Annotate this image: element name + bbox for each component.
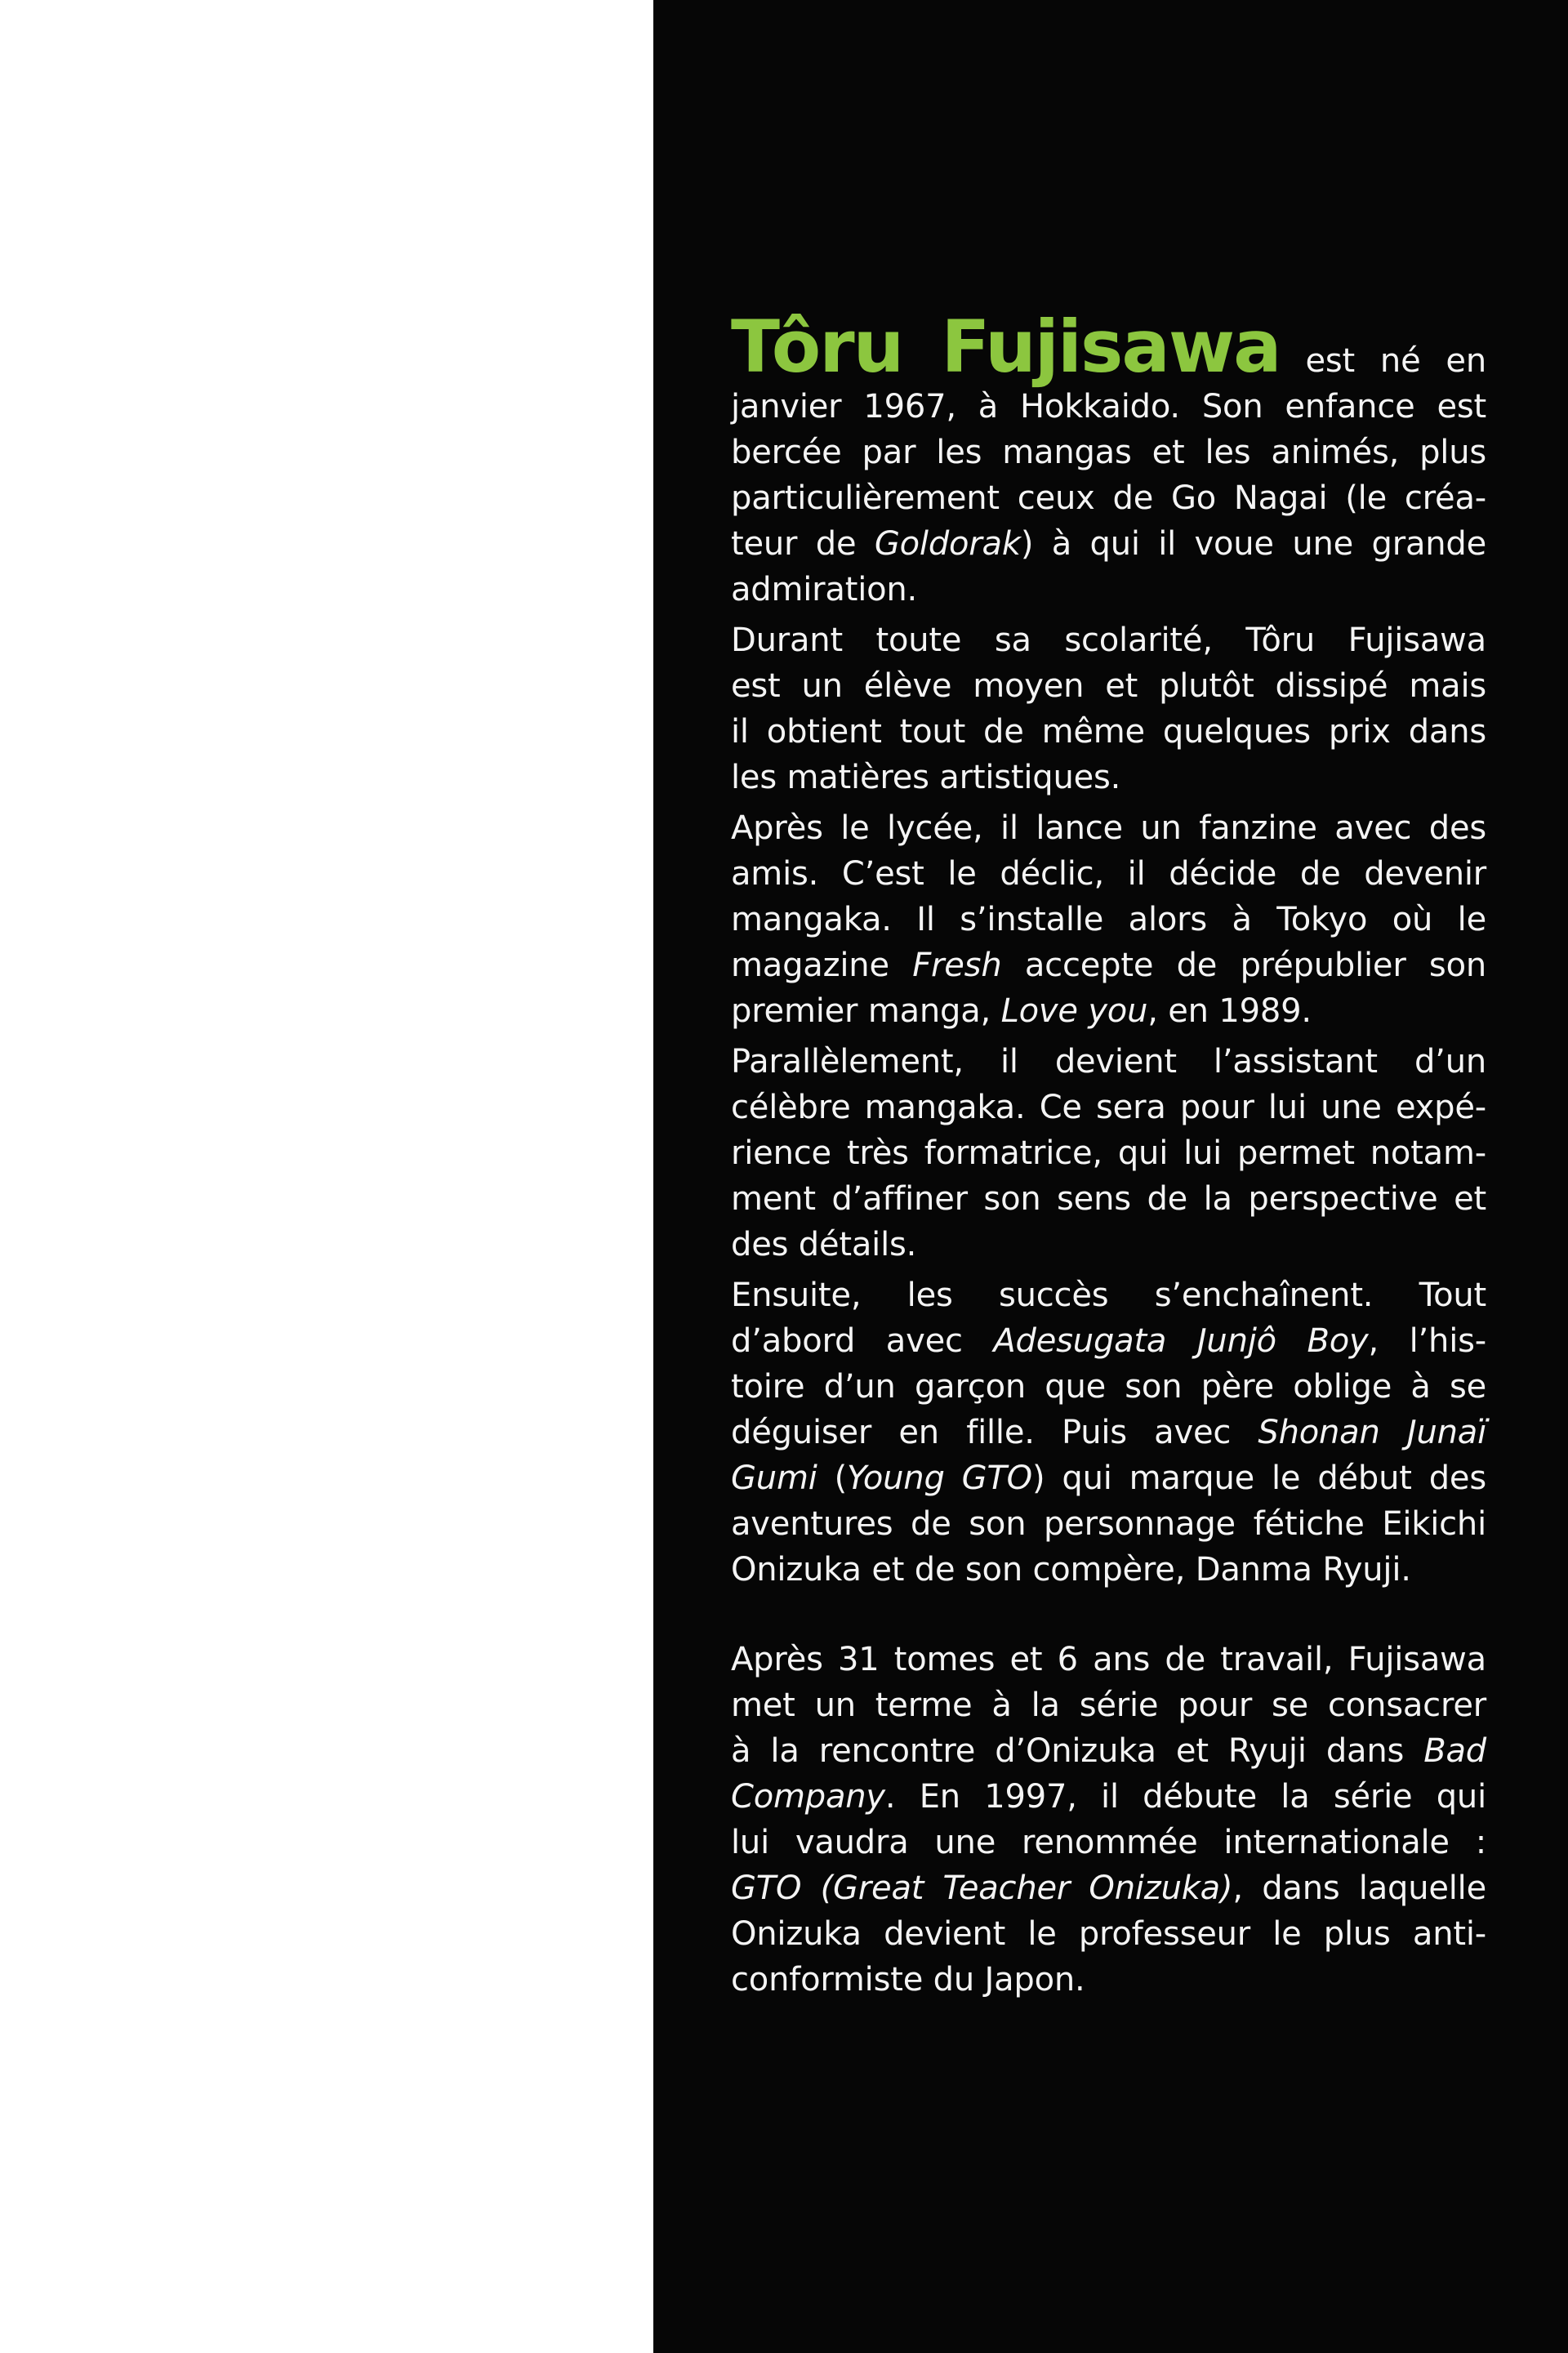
text-line (731, 1039, 1486, 1085)
text-segment: les matières artistiques. (731, 759, 1121, 796)
text-line (731, 1547, 1486, 1593)
text-line (731, 1130, 1486, 1176)
text-segment: magazine (731, 947, 913, 984)
text-line (731, 1272, 1486, 1318)
text-segment: Ensuite, les succès s’enchaînent. Tout (731, 1277, 1486, 1314)
text-segment: , l’his- (1368, 1322, 1486, 1360)
text-line (731, 1865, 1486, 1911)
text-segment: Durant toute sa scolarité, Tôru Fujisawa (731, 622, 1486, 659)
text-segment: mangaka. Il s’installe alors à Tokyo où le (731, 901, 1486, 938)
italic-work-title: Adesugata Junjô Boy (993, 1322, 1369, 1360)
bio-paragraph (731, 1039, 1486, 1268)
italic-work-title: Gumi (731, 1459, 817, 1497)
text-line (731, 805, 1486, 851)
text-line (731, 305, 1486, 389)
text-segment: conformiste du Japon. (731, 1961, 1085, 1999)
text-line (731, 1318, 1486, 1364)
text-line (731, 1455, 1486, 1501)
text-line (731, 1637, 1486, 1682)
italic-work-title: Fresh (912, 947, 1002, 984)
text-segment: , dans laquelle (1232, 1869, 1486, 1907)
italic-work-title: Bad (1423, 1732, 1486, 1770)
text-segment: est né en (1280, 342, 1486, 380)
text-segment: aventures de son personnage fétiche Eikichi (731, 1505, 1486, 1543)
text-segment: met un terme à la série pour se consacrer (731, 1687, 1486, 1724)
text-line (731, 1501, 1486, 1547)
text-segment: déguiser en fille. Puis avec (731, 1414, 1258, 1451)
text-segment: , en 1989. (1147, 992, 1312, 1030)
page-left-margin (0, 0, 653, 2353)
text-line (731, 988, 1486, 1034)
text-line (731, 567, 1486, 613)
text-line (731, 1820, 1486, 1865)
text-segment: Onizuka devient le professeur le plus anti- (731, 1915, 1486, 1953)
text-line (731, 1728, 1486, 1774)
text-line (731, 1911, 1486, 1957)
text-segment: rience très formatrice, qui lui permet notam- (731, 1134, 1486, 1172)
text-line (731, 755, 1486, 800)
text-segment: janvier 1967, à Hokkaido. Son enfance est (731, 388, 1486, 426)
text-line (731, 1957, 1486, 2003)
text-segment: ) qui marque le début des (1031, 1459, 1486, 1497)
text-line (731, 430, 1486, 475)
text-segment: premier manga, (731, 992, 1001, 1030)
bio-paragraph (731, 1272, 1486, 1593)
bio-paragraph (731, 805, 1486, 1034)
text-segment: célèbre mangaka. Ce sera pour lui une expé- (731, 1089, 1486, 1126)
text-line (731, 943, 1486, 988)
text-segment: ) à qui il voue une grande (1020, 525, 1487, 563)
text-segment: particulièrement ceux de Go Nagai (le créa- (731, 479, 1486, 517)
text-line (731, 663, 1486, 709)
text-segment: bercée par les mangas et les animés, plus (731, 434, 1486, 471)
bio-text-block (731, 305, 1487, 2003)
author-name-title: Tôru Fujisawa (731, 305, 1281, 389)
text-segment: à la rencontre d’Onizuka et Ryuji dans (731, 1732, 1424, 1770)
text-segment: Après le lycée, il lance un fanzine avec des (731, 809, 1486, 847)
bio-paragraph (731, 1637, 1486, 2003)
text-segment: des détails. (731, 1226, 917, 1263)
text-segment: il obtient tout de même quelques prix dans (731, 713, 1486, 751)
author-bio-panel (653, 0, 1568, 2353)
italic-work-title: Company (731, 1778, 885, 1816)
italic-work-title: Love you (1000, 992, 1148, 1030)
text-segment: . En 1997, il débute la série qui (884, 1778, 1486, 1816)
text-segment: teur de (731, 525, 875, 563)
text-line (731, 851, 1486, 897)
text-line (731, 1410, 1486, 1455)
text-line (731, 1085, 1486, 1130)
text-segment: d’abord avec (731, 1322, 994, 1360)
bio-paragraph (731, 305, 1487, 613)
text-segment: Onizuka et de son compère, Danma Ryuji. (731, 1551, 1411, 1589)
text-segment: est un élève moyen et plutôt dissipé mais (731, 667, 1486, 705)
italic-work-title: Young GTO (847, 1459, 1032, 1497)
text-segment: toire d’un garçon que son père oblige à se (731, 1368, 1486, 1406)
text-line (731, 897, 1486, 943)
text-line (731, 475, 1486, 521)
text-segment: ment d’affiner son sens de la perspective et (731, 1180, 1486, 1218)
text-line (731, 1222, 1486, 1268)
bio-paragraph (731, 617, 1486, 800)
text-line (731, 709, 1486, 755)
text-segment: Parallèlement, il devient l’assistant d’un (731, 1043, 1486, 1081)
italic-work-title: GTO (Great Teacher Onizuka) (731, 1869, 1233, 1907)
text-segment: lui vaudra une renommée internationale : (731, 1824, 1486, 1861)
text-line (731, 1364, 1486, 1410)
text-line (731, 617, 1486, 663)
text-segment: admiration. (731, 571, 918, 608)
text-line (731, 521, 1486, 567)
italic-work-title: Goldorak (874, 525, 1021, 563)
text-segment: amis. C’est le déclic, il décide de devenir (731, 855, 1486, 893)
text-line (731, 1176, 1486, 1222)
text-line (731, 1774, 1486, 1820)
italic-work-title: Shonan Junaï (1258, 1414, 1486, 1451)
text-segment: ( (817, 1459, 848, 1497)
text-line (731, 384, 1486, 430)
text-segment: Après 31 tomes et 6 ans de travail, Fujisawa (731, 1641, 1486, 1678)
text-line (731, 1682, 1486, 1728)
text-segment: accepte de prépublier son (1001, 947, 1486, 984)
